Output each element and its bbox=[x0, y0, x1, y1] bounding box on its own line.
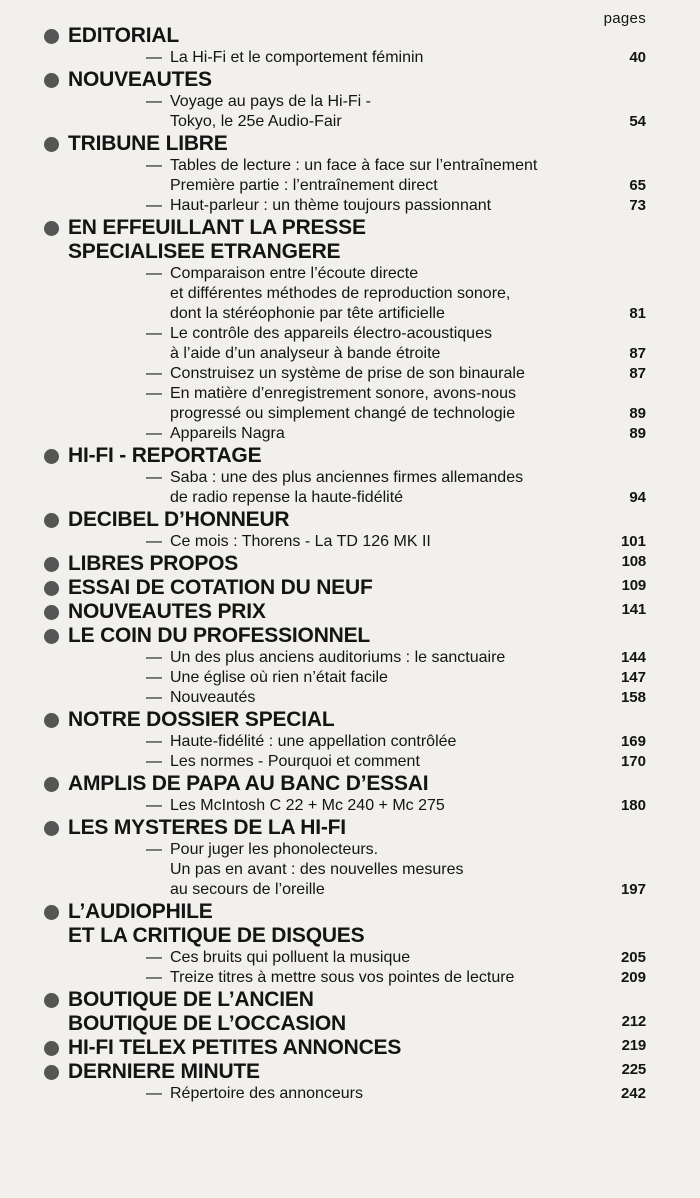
entry-page-number: 87 bbox=[629, 345, 646, 362]
section-entries bbox=[44, 468, 646, 508]
bullet-icon bbox=[44, 449, 59, 464]
dash-icon: — bbox=[146, 669, 162, 686]
entry-title-line: Construisez un système de prise de son binaurale bbox=[170, 365, 525, 382]
entry-page-number: 170 bbox=[620, 753, 646, 770]
section-title-line: SPECIALISEE ETRANGERE bbox=[68, 240, 341, 263]
toc-entry[interactable] bbox=[44, 840, 646, 900]
entry-title-line: En matière d’enregistrement sonore, avons-nous bbox=[170, 385, 516, 402]
section-title bbox=[68, 1060, 646, 1084]
section-title bbox=[68, 600, 646, 624]
toc-section bbox=[44, 1036, 646, 1060]
entry-title bbox=[170, 752, 420, 772]
entry-title-line: de radio repense la haute-fidélité bbox=[170, 489, 404, 506]
toc-entry[interactable] bbox=[44, 48, 646, 68]
dash-icon: — bbox=[146, 753, 162, 770]
section-title bbox=[68, 444, 646, 468]
section-heading[interactable] bbox=[44, 576, 646, 600]
section-title-line: BOUTIQUE DE L’OCCASION bbox=[68, 1012, 346, 1035]
section-heading[interactable] bbox=[44, 624, 646, 648]
entry-title bbox=[170, 968, 514, 988]
section-title bbox=[68, 576, 646, 600]
entry-title-line: Un des plus anciens auditoriums : le sanctuaire bbox=[170, 649, 506, 666]
entry-title-line: au secours de l’oreille bbox=[170, 881, 325, 898]
entry-page-number: 180 bbox=[620, 797, 646, 814]
section-title bbox=[68, 772, 646, 796]
entry-title bbox=[170, 92, 371, 132]
dash-icon: — bbox=[146, 365, 162, 382]
toc-section bbox=[44, 444, 646, 508]
section-title bbox=[68, 552, 646, 576]
entry-title bbox=[170, 648, 505, 668]
section-title-line: NOTRE DOSSIER SPECIAL bbox=[68, 708, 335, 731]
toc-section bbox=[44, 576, 646, 600]
entry-title bbox=[170, 364, 525, 384]
section-heading[interactable] bbox=[44, 816, 646, 840]
entry-title-line: dont la stéréophonie par tête artificielle bbox=[170, 305, 445, 322]
entry-page-number: 94 bbox=[629, 489, 646, 506]
entry-title bbox=[170, 532, 431, 552]
toc-entry[interactable] bbox=[44, 468, 646, 508]
section-heading[interactable] bbox=[44, 708, 646, 732]
section-page-number: 212 bbox=[621, 1013, 646, 1030]
section-heading[interactable] bbox=[44, 508, 646, 532]
section-title-line: NOUVEAUTES PRIX bbox=[68, 600, 266, 623]
section-heading[interactable] bbox=[44, 1060, 646, 1084]
toc-section bbox=[44, 816, 646, 900]
bullet-icon bbox=[44, 713, 59, 728]
entry-page-number: 197 bbox=[620, 881, 646, 898]
section-title bbox=[68, 508, 646, 532]
section-page-number: 141 bbox=[621, 601, 646, 618]
toc-entry[interactable] bbox=[44, 1084, 646, 1104]
section-title-line: ET LA CRITIQUE DE DISQUES bbox=[68, 924, 365, 947]
entry-title-line: à l’aide d’un analyseur à bande étroite bbox=[170, 345, 441, 362]
entry-page-number: 205 bbox=[620, 949, 646, 966]
toc-entry[interactable] bbox=[44, 92, 646, 132]
section-title-line: L’AUDIOPHILE bbox=[68, 900, 213, 923]
section-page-number: 219 bbox=[621, 1037, 646, 1054]
entry-title-line: Une église où rien n’était facile bbox=[170, 669, 388, 686]
entry-title bbox=[170, 732, 456, 752]
section-heading[interactable] bbox=[44, 444, 646, 468]
dash-icon: — bbox=[146, 425, 162, 442]
entry-title bbox=[170, 948, 410, 968]
toc-entry[interactable] bbox=[44, 688, 646, 708]
dash-icon: — bbox=[146, 265, 162, 282]
entry-title-line: Répertoire des annonceurs bbox=[170, 1085, 364, 1102]
bullet-icon bbox=[44, 581, 59, 596]
entry-title-line: Tokyo, le 25e Audio-Fair bbox=[170, 113, 342, 130]
section-title-line: LIBRES PROPOS bbox=[68, 552, 239, 575]
toc-entry[interactable] bbox=[44, 196, 646, 216]
pages-column-label: pages bbox=[603, 10, 646, 27]
entry-page-number: 144 bbox=[620, 649, 646, 666]
section-title bbox=[68, 988, 646, 1036]
section-entries bbox=[44, 948, 646, 988]
section-title-line: HI-FI TELEX PETITES ANNONCES bbox=[68, 1036, 402, 1059]
entry-title-line: Nouveautés bbox=[170, 689, 256, 706]
section-page-number: 108 bbox=[621, 553, 646, 570]
section-title-line: EDITORIAL bbox=[68, 24, 179, 47]
entry-title bbox=[170, 156, 537, 196]
dash-icon: — bbox=[146, 797, 162, 814]
section-entries bbox=[44, 840, 646, 900]
toc-section bbox=[44, 772, 646, 816]
toc-section bbox=[44, 1060, 646, 1104]
dash-icon: — bbox=[146, 49, 162, 66]
section-title-line: HI-FI - REPORTAGE bbox=[68, 444, 262, 467]
toc-section bbox=[44, 600, 646, 624]
toc-section bbox=[44, 624, 646, 708]
entry-page-number: 147 bbox=[620, 669, 646, 686]
toc-entry[interactable] bbox=[44, 364, 646, 384]
entry-page-number: 169 bbox=[620, 733, 646, 750]
entry-title-line: Treize titres à mettre sous vos pointes de lecture bbox=[170, 969, 515, 986]
entry-title-line: Haute-fidélité : une appellation contrôlée bbox=[170, 733, 457, 750]
section-heading[interactable] bbox=[44, 988, 646, 1036]
section-page-number: 109 bbox=[621, 577, 646, 594]
entry-page-number: 40 bbox=[629, 49, 646, 66]
section-title bbox=[68, 68, 646, 92]
toc-entry[interactable] bbox=[44, 424, 646, 444]
section-title bbox=[68, 900, 646, 948]
toc-section bbox=[44, 988, 646, 1036]
section-entries bbox=[44, 264, 646, 444]
entry-title-line: Saba : une des plus anciennes firmes allemandes bbox=[170, 469, 524, 486]
entry-title-line: Les normes - Pourquoi et comment bbox=[170, 753, 420, 770]
section-title-line: NOUVEAUTES bbox=[68, 68, 212, 91]
entry-page-number: 87 bbox=[629, 365, 646, 382]
section-title bbox=[68, 24, 646, 48]
toc-entry[interactable] bbox=[44, 264, 646, 324]
bullet-icon bbox=[44, 1041, 59, 1056]
toc-entry[interactable] bbox=[44, 948, 646, 968]
entry-title-line: Appareils Nagra bbox=[170, 425, 285, 442]
toc-entry[interactable] bbox=[44, 324, 646, 364]
entry-title-line: Un pas en avant : des nouvelles mesures bbox=[170, 861, 464, 878]
toc-entry[interactable] bbox=[44, 752, 646, 772]
dash-icon: — bbox=[146, 325, 162, 342]
bullet-icon bbox=[44, 29, 59, 44]
entry-title-line: et différentes méthodes de reproduction sonore, bbox=[170, 285, 511, 302]
toc-entry[interactable] bbox=[44, 156, 646, 196]
bullet-icon bbox=[44, 605, 59, 620]
toc-section bbox=[44, 900, 646, 988]
toc-section bbox=[44, 132, 646, 216]
entry-page-number: 209 bbox=[620, 969, 646, 986]
toc-entry[interactable] bbox=[44, 648, 646, 668]
section-entries bbox=[44, 156, 646, 216]
section-heading[interactable] bbox=[44, 132, 646, 156]
bullet-icon bbox=[44, 1065, 59, 1080]
section-title-line: BOUTIQUE DE L’ANCIEN bbox=[68, 988, 314, 1011]
entry-page-number: 158 bbox=[620, 689, 646, 706]
bullet-icon bbox=[44, 905, 59, 920]
toc-entry[interactable] bbox=[44, 732, 646, 752]
entry-page-number: 242 bbox=[620, 1085, 646, 1102]
section-title-line: DERNIERE MINUTE bbox=[68, 1060, 260, 1083]
entry-title-line: Voyage au pays de la Hi-Fi - bbox=[170, 93, 371, 110]
entry-page-number: 73 bbox=[629, 197, 646, 214]
entry-title-line: progressé ou simplement changé de technologie bbox=[170, 405, 516, 422]
toc-entry[interactable] bbox=[44, 796, 646, 816]
entry-page-number: 89 bbox=[629, 405, 646, 422]
section-heading[interactable] bbox=[44, 1036, 646, 1060]
section-heading[interactable] bbox=[44, 772, 646, 796]
entry-title bbox=[170, 196, 491, 216]
section-entries bbox=[44, 1084, 646, 1104]
entry-page-number: 65 bbox=[629, 177, 646, 194]
bullet-icon bbox=[44, 993, 59, 1008]
entry-title bbox=[170, 48, 423, 68]
section-heading[interactable] bbox=[44, 600, 646, 624]
section-entries bbox=[44, 92, 646, 132]
entry-title bbox=[170, 668, 388, 688]
section-title-line: ESSAI DE COTATION DU NEUF bbox=[68, 576, 373, 599]
section-title-line: LE COIN DU PROFESSIONNEL bbox=[68, 624, 371, 647]
dash-icon: — bbox=[146, 949, 162, 966]
section-title bbox=[68, 132, 646, 156]
section-title-line: EN EFFEUILLANT LA PRESSE bbox=[68, 216, 366, 239]
dash-icon: — bbox=[146, 157, 162, 174]
bullet-icon bbox=[44, 821, 59, 836]
dash-icon: — bbox=[146, 649, 162, 666]
entry-title bbox=[170, 264, 510, 324]
toc-section bbox=[44, 24, 646, 68]
entry-page-number: 54 bbox=[629, 113, 646, 130]
toc-list bbox=[44, 24, 646, 1104]
bullet-icon bbox=[44, 777, 59, 792]
section-heading[interactable] bbox=[44, 552, 646, 576]
entry-title bbox=[170, 324, 492, 364]
bullet-icon bbox=[44, 629, 59, 644]
dash-icon: — bbox=[146, 93, 162, 110]
section-entries bbox=[44, 796, 646, 816]
dash-icon: — bbox=[146, 733, 162, 750]
section-title bbox=[68, 216, 646, 264]
bullet-icon bbox=[44, 557, 59, 572]
dash-icon: — bbox=[146, 1085, 162, 1102]
toc-entry[interactable] bbox=[44, 532, 646, 552]
section-heading[interactable] bbox=[44, 900, 646, 948]
section-heading[interactable] bbox=[44, 68, 646, 92]
entry-title-line: Tables de lecture : un face à face sur l’entraînement bbox=[170, 157, 538, 174]
entry-title bbox=[170, 384, 516, 424]
section-title bbox=[68, 816, 646, 840]
entry-title bbox=[170, 1084, 363, 1104]
entry-title bbox=[170, 840, 464, 900]
dash-icon: — bbox=[146, 533, 162, 550]
entry-title-line: Première partie : l’entraînement direct bbox=[170, 177, 438, 194]
toc-section bbox=[44, 508, 646, 552]
dash-icon: — bbox=[146, 689, 162, 706]
entry-title bbox=[170, 424, 285, 444]
dash-icon: — bbox=[146, 469, 162, 486]
section-title bbox=[68, 624, 646, 648]
entry-title-line: Haut-parleur : un thème toujours passionnant bbox=[170, 197, 492, 214]
entry-page-number: 101 bbox=[620, 533, 646, 550]
entry-title-line: Les McIntosh C 22 + Mc 240 + Mc 275 bbox=[170, 797, 445, 814]
section-heading[interactable] bbox=[44, 216, 646, 264]
toc-section bbox=[44, 708, 646, 772]
entry-title bbox=[170, 796, 445, 816]
section-title-line: TRIBUNE LIBRE bbox=[68, 132, 228, 155]
entry-title bbox=[170, 688, 255, 708]
toc-section bbox=[44, 552, 646, 576]
section-entries bbox=[44, 732, 646, 772]
entry-title-line: La Hi-Fi et le comportement féminin bbox=[170, 49, 424, 66]
section-heading[interactable] bbox=[44, 24, 646, 48]
entry-title-line: Ce mois : Thorens - La TD 126 MK II bbox=[170, 533, 431, 550]
toc-entry[interactable] bbox=[44, 668, 646, 688]
entry-title-line: Pour juger les phonolecteurs. bbox=[170, 841, 379, 858]
section-title-line: LES MYSTERES DE LA HI-FI bbox=[68, 816, 346, 839]
bullet-icon bbox=[44, 137, 59, 152]
toc-section bbox=[44, 216, 646, 444]
dash-icon: — bbox=[146, 385, 162, 402]
entry-title bbox=[170, 468, 523, 508]
entry-page-number: 81 bbox=[629, 305, 646, 322]
section-entries bbox=[44, 48, 646, 68]
bullet-icon bbox=[44, 73, 59, 88]
entry-title-line: Comparaison entre l’écoute directe bbox=[170, 265, 419, 282]
section-entries bbox=[44, 648, 646, 708]
section-page-number: 225 bbox=[621, 1061, 646, 1078]
toc-entry[interactable] bbox=[44, 384, 646, 424]
dash-icon: — bbox=[146, 841, 162, 858]
entry-title-line: Le contrôle des appareils électro-acoustiques bbox=[170, 325, 492, 342]
section-title bbox=[68, 1036, 646, 1060]
entry-page-number: 89 bbox=[629, 425, 646, 442]
bullet-icon bbox=[44, 513, 59, 528]
section-title-line: DECIBEL D’HONNEUR bbox=[68, 508, 290, 531]
bullet-icon bbox=[44, 221, 59, 236]
section-title-line: AMPLIS DE PAPA AU BANC D’ESSAI bbox=[68, 772, 429, 795]
section-title bbox=[68, 708, 646, 732]
entry-title-line: Ces bruits qui polluent la musique bbox=[170, 949, 411, 966]
toc-section bbox=[44, 68, 646, 132]
dash-icon: — bbox=[146, 969, 162, 986]
dash-icon: — bbox=[146, 197, 162, 214]
toc-entry[interactable] bbox=[44, 968, 646, 988]
section-entries bbox=[44, 532, 646, 552]
